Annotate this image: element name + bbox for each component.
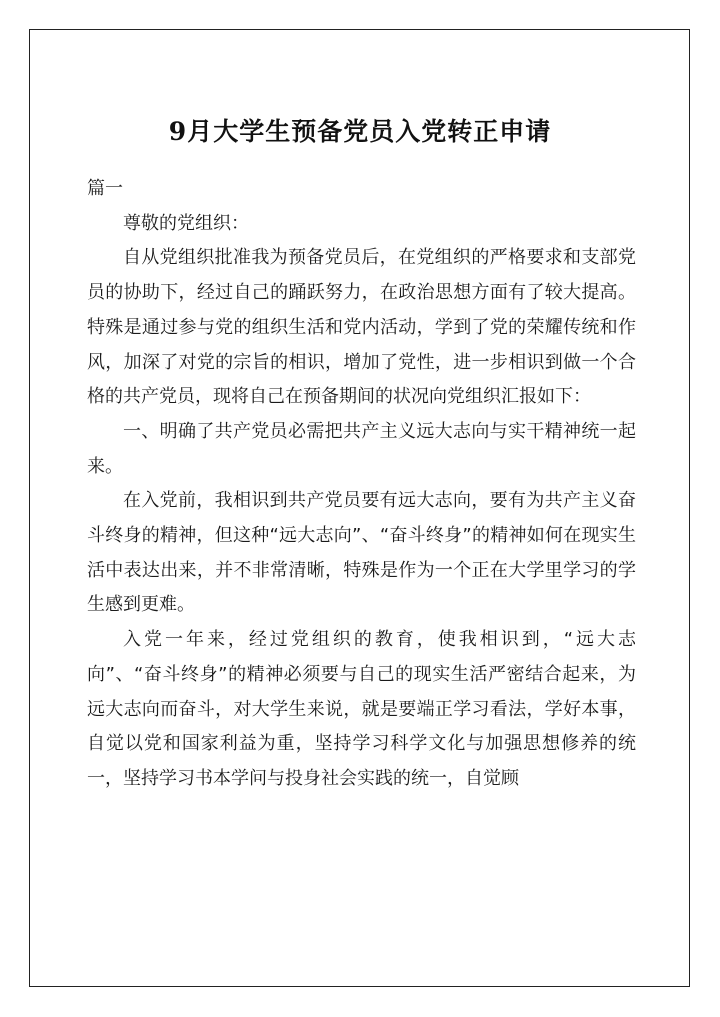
document-title: 9月大学生预备党员入党转正申请 bbox=[168, 117, 552, 146]
paragraph: 在入党前，我相识到共产党员要有远大志向，要有为共产主义奋斗终身的精神，但这种“远大志向”、“奋斗终身”的精神如何在现实生活中表达出来，并不非常清晰，特殊是作为一个正在大学里学习的学生感到更难。 bbox=[87, 490, 636, 616]
paragraph: 一、明确了共产党员必需把共产主义远大志向与实干精神统一起来。 bbox=[87, 420, 636, 477]
document-body bbox=[87, 172, 636, 797]
paragraph: 入党一年来，经过党组织的教育，使我相识到，“远大志向”、“奋斗终身”的精神必须要与自己的现实生活严密结合起来，为远大志向而奋斗，对大学生来说，就是要端正学习看法，学好本事，自觉以党和国家利益为重，坚持学习科学文化与加强思想修养的统一，坚持学习书本学问与投身社会实践的统一，自觉顾 bbox=[87, 629, 636, 789]
section-label: 篇一 bbox=[87, 178, 123, 199]
salutation: 尊敬的党组织： bbox=[123, 212, 249, 234]
paragraph: 自从党组织批准我为预备党员后，在党组织的严格要求和支部党员的协助下，经过自己的踊跃努力，在政治思想方面有了较大提高。特殊是通过参与党的组织生活和党内活动，学到了党的荣耀传统和作风，加深了对党的宗旨的相识，增加了党性，进一步相识到做一个合格的共产党员，现将自己在预备期间的状况向党组织汇报如下： bbox=[87, 247, 636, 408]
